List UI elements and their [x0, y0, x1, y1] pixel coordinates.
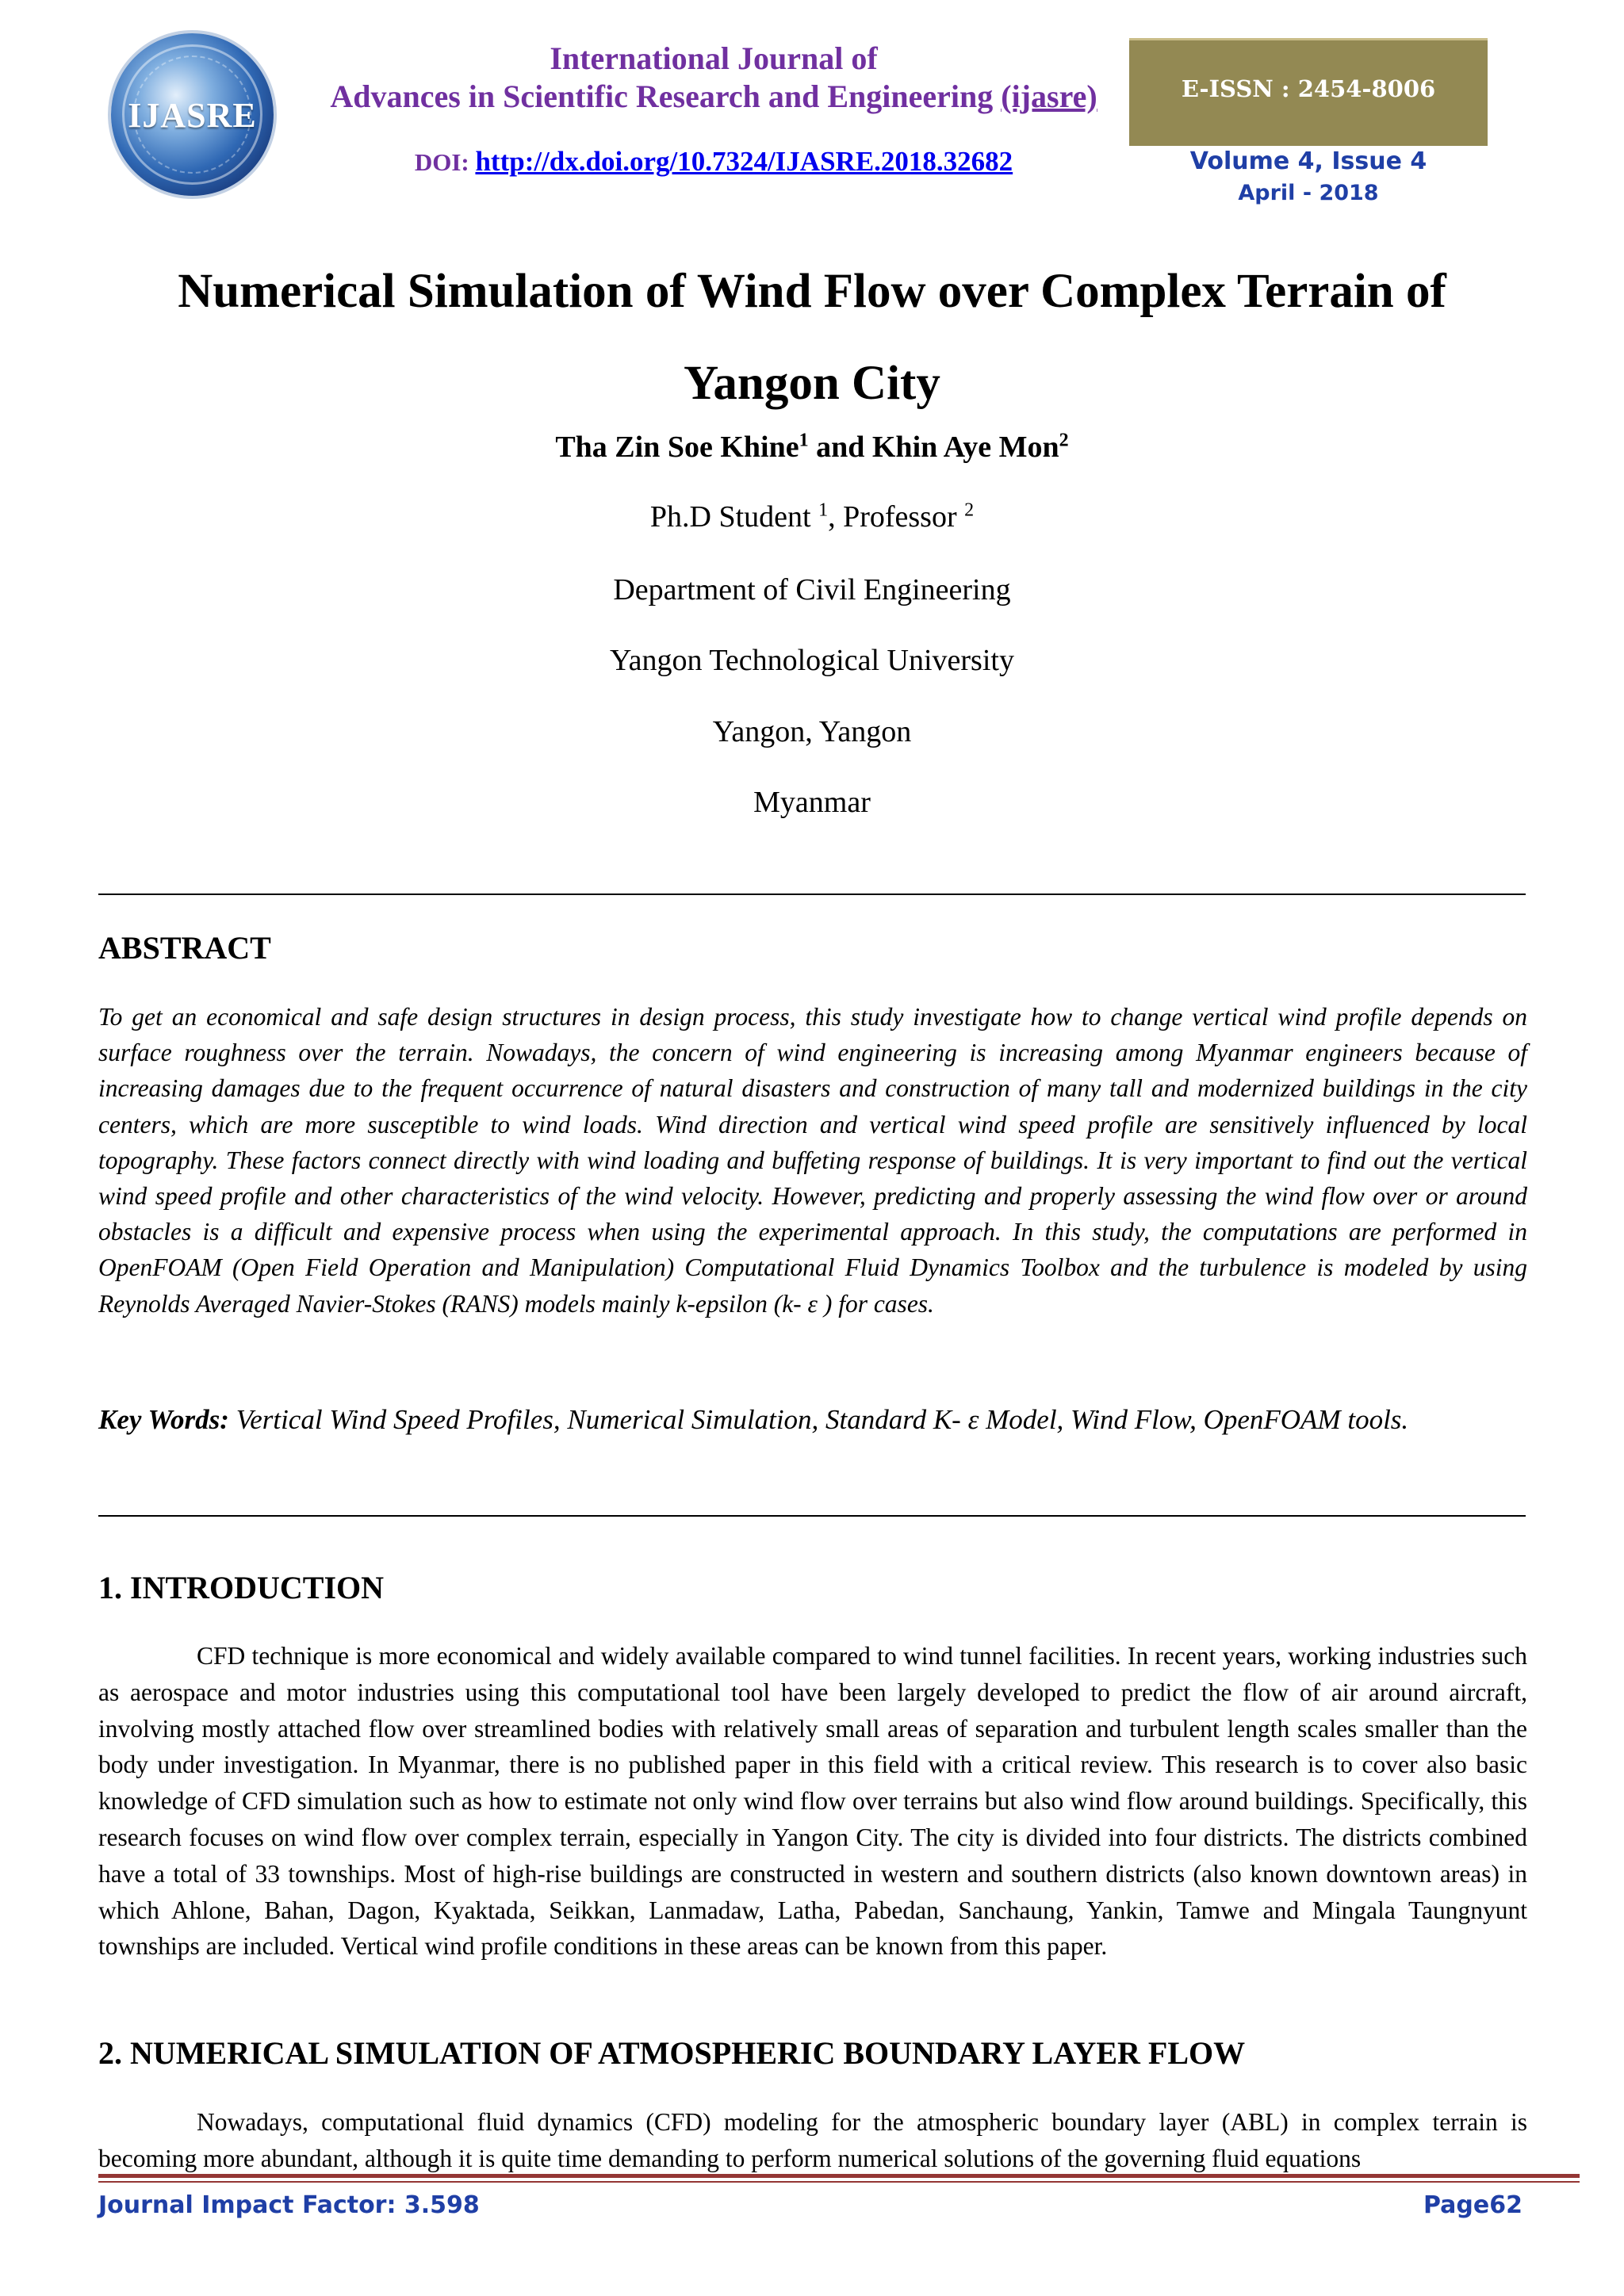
city: Yangon, Yangon: [712, 715, 912, 748]
author-conj: and: [808, 430, 872, 464]
author-roles: [98, 499, 1526, 534]
abstract-heading: ABSTRACT: [98, 930, 271, 966]
author-2-sup: 2: [1059, 430, 1069, 451]
issue-date: April - 2018: [1238, 181, 1379, 205]
introduction-paragraph: CFD technique is more economical and widely available compared to wind tunnel facilities. In recent years, working industries such as aerospace and motor industries using this computational tool have been largely developed to predict the flow of air around aircraft, involving mostly attached flow over streamlined bodies with relatively small areas of separation and turbulent length scales smaller than the body under investigation. In Myanmar, there is no published paper in this field with a critical review. This research is to cover also basic knowledge of CFD simulation such as how to estimate not only wind flow over terrains but also wind flow around buildings. Specifically, this research focuses on wind flow over complex terrain, especially in Yangon City. The city is divided into four districts. The districts combined have a total of 33 townships. Most of high-rise buildings are constructed in western and southern districts (also known downtown areas) in which Ahlone, Bahan, Dagon, Kyaktada, Seikkan, Lanmadaw, Latha, Pabedan, Sanchaung, Yankin, Tamwe and Mingala Taungnyunt townships are included. Vertical wind profile conditions in these areas can be known from this paper.: [98, 1642, 1527, 1961]
author-2: Khin Aye Mon: [871, 430, 1059, 464]
issn-box: [1129, 38, 1488, 146]
country: Myanmar: [753, 786, 871, 819]
paper-title: Numerical Simulation of Wind Flow over Complex Terrain of Yangon City: [178, 265, 1446, 410]
keywords: [98, 1399, 1527, 1440]
role-2-sup: 2: [964, 499, 975, 521]
keywords-text: Vertical Wind Speed Profiles, Numerical Simulation, Standard K- ε Model, Wind Flow, OpenFOAM tools.: [228, 1404, 1409, 1435]
role-2: , Professor: [828, 500, 965, 534]
logo-text: IJASRE: [128, 96, 257, 135]
journal-name: [293, 40, 1134, 116]
volume-issue: Volume 4, Issue 4: [1189, 147, 1427, 175]
footer-rule-thick: [98, 2174, 1580, 2178]
footer-rule-thin: [98, 2181, 1580, 2183]
doi-link[interactable]: http://dx.doi.org/10.7324/IJASRE.2018.32682: [475, 146, 1013, 177]
page-number: Page62: [1423, 2191, 1522, 2219]
doi-line: [293, 146, 1134, 178]
author-1: Tha Zin Soe Khine: [555, 430, 799, 464]
department: Department of Civil Engineering: [613, 573, 1011, 607]
abstract-text: To get an economical and safe design structures in design process, this study investigate how to change vertical wind profile depends on surface roughness over the terrain. Nowadays, the concern of wind engineering is increasing among Myanmar engineers because of increasing damages due to the frequent occurrence of natural disasters and construction of many tall and modernized buildings in the city centers, which are more susceptible to wind loads. Wind direction and vertical wind speed profile are sensitively influenced by local topography. These factors connect directly with wind loading and buffeting response of buildings. It is very important to find out the vertical wind speed profile and other characteristics of the wind velocity. However, predicting and properly assessing the wind flow over or around obstacles is a difficult and expensive process when using the experimental approach. In this study, the computations are performed in OpenFOAM (Open Field Operation and Manipulation) Computational Fluid Dynamics Toolbox and the turbulence is modeled by using Reynolds Averaged Navier-Stokes (RANS) models mainly k-epsilon (k- ε ) for cases.: [98, 1003, 1527, 1318]
divider-top: [98, 894, 1526, 895]
doi-label: DOI:: [414, 148, 469, 176]
divider-bottom: [98, 1515, 1526, 1517]
author-line: [98, 430, 1526, 465]
journal-name-line1: International Journal of: [550, 40, 878, 76]
university: Yangon Technological University: [610, 644, 1014, 677]
journal-name-main: Advances in Scientific Research and Engineering: [330, 78, 994, 114]
journal-logo: [111, 33, 274, 196]
journal-abbr-link[interactable]: (ijasre): [1001, 78, 1097, 114]
impact-factor: Journal Impact Factor: 3.598: [98, 2191, 480, 2219]
author-1-sup: 1: [799, 430, 809, 451]
keywords-label: Key Words:: [98, 1404, 229, 1435]
section-heading-introduction: 1. INTRODUCTION: [98, 1570, 385, 1605]
issn-text: E-ISSN : 2454-8006: [1181, 75, 1436, 102]
role-1: Ph.D Student: [649, 500, 819, 534]
section2-paragraph: Nowadays, computational fluid dynamics (CFD) modeling for the atmospheric boundary layer (ABL) in complex terrain is becoming more abundant, although it is quite time demanding to perform numerical solutions of the governing fluid equations: [98, 2108, 1527, 2172]
journal-name-line2: [293, 78, 1134, 116]
role-1-sup: 1: [818, 499, 829, 521]
section-heading-numerical-simulation: 2. NUMERICAL SIMULATION OF ATMOSPHERIC BOUNDARY LAYER FLOW: [98, 2035, 1246, 2071]
